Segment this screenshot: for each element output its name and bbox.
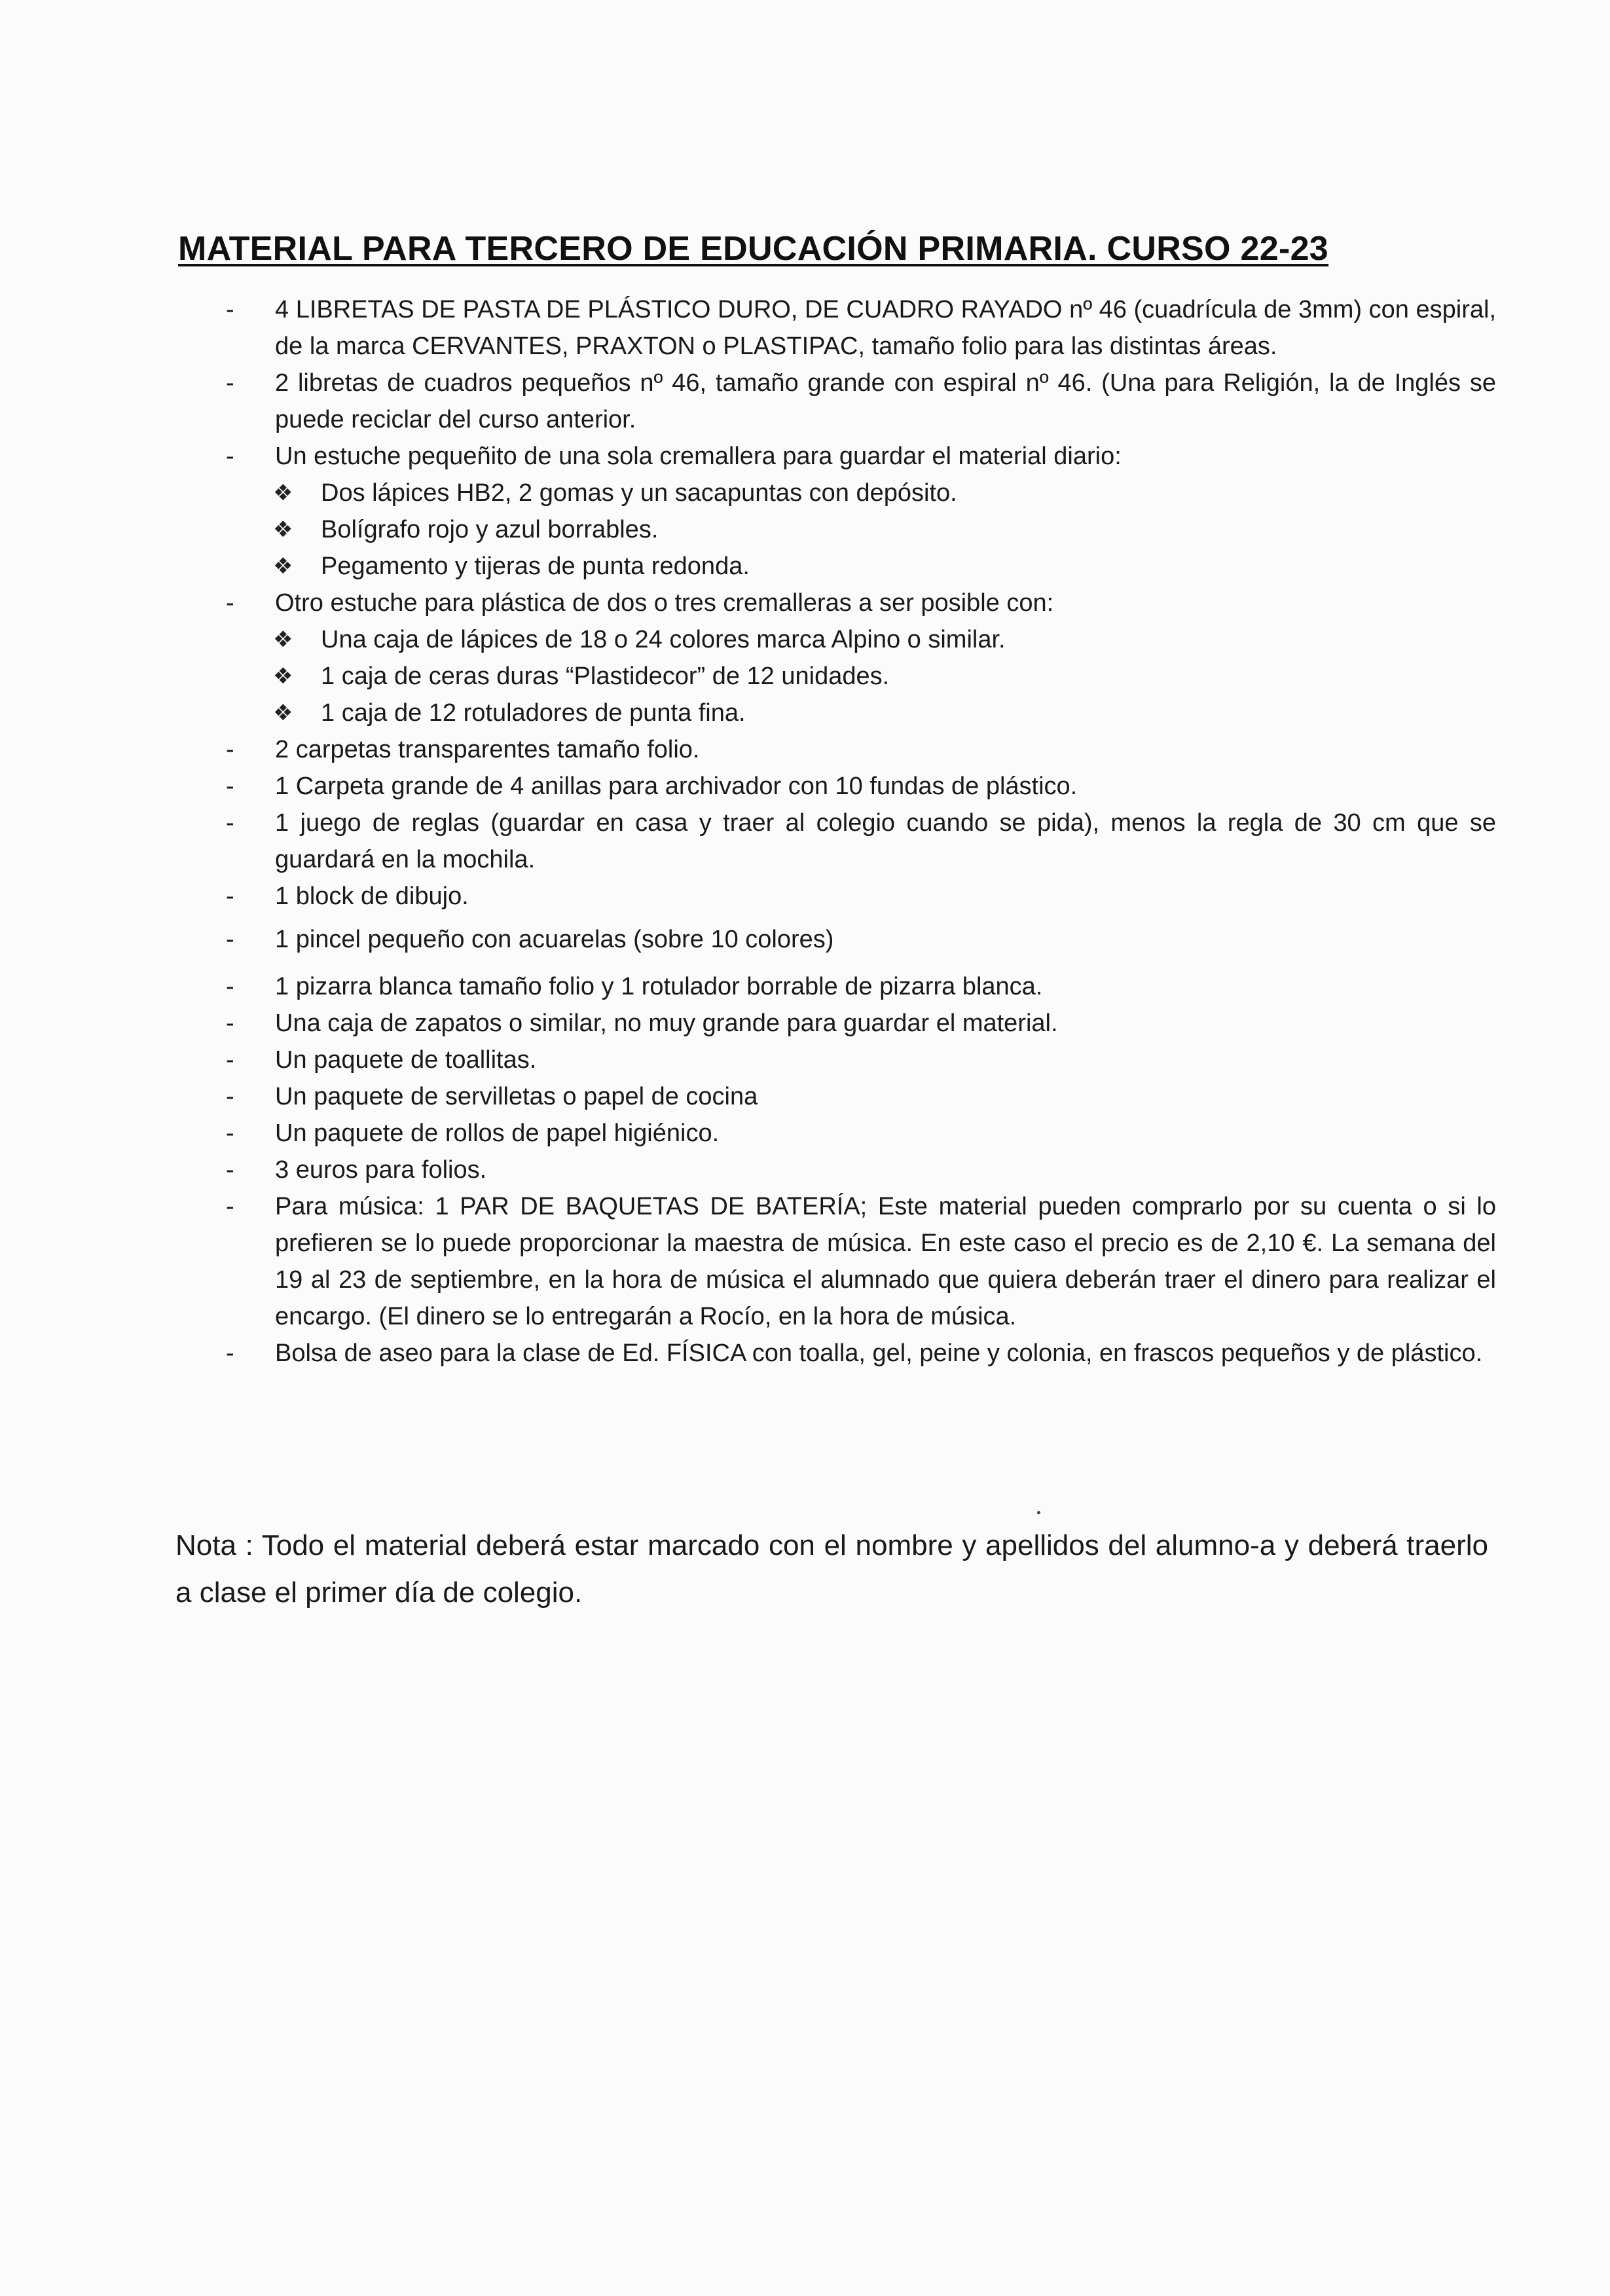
list-item [226,585,1496,621]
list-dash-bullet: - [226,1339,234,1367]
list-item-text: Un paquete de servilletas o papel de cocina [275,1083,758,1110]
note-paragraph: Nota : Todo el material deberá estar marcado con el nombre y apellidos del alumno-a y deberá traerlo a clase el primer día de colegio. [175,1529,1488,1609]
list-dash-bullet: - [226,296,234,323]
sub-list-item [226,511,1496,548]
list-item [226,968,1496,1005]
list-item-text: 1 pincel pequeño con acuarelas (sobre 10 colores) [275,926,834,953]
diamond-bullet-icon: ❖ [273,664,293,689]
sub-list-item [226,695,1496,731]
list-dash-bullet: - [226,1120,234,1147]
list-item [226,1005,1496,1042]
list-dash-bullet: - [226,1193,234,1220]
list-item [226,1115,1496,1152]
list-item-text: 1 pizarra blanca tamaño folio y 1 rotulador borrable de pizarra blanca. [275,973,1043,1000]
sub-list-item [226,475,1496,511]
list-item-text: 2 carpetas transparentes tamaño folio. [275,736,700,763]
sub-list-item-text: Pegamento y tijeras de punta redonda. [321,553,750,580]
sub-list-item-text: 1 caja de ceras duras “Plastidecor” de 12 unidades. [321,663,890,690]
list-item-text: Un paquete de rollos de papel higiénico. [275,1120,720,1147]
list-dash-bullet: - [226,1046,234,1074]
list-item-text: 2 libretas de cuadros pequeños nº 46, tamaño grande con espiral nº 46. (Una para Religión, la de Inglés se puede reciclar del curso anterior. [275,369,1496,433]
list-dash-bullet: - [226,973,234,1000]
sub-list-item [226,621,1496,658]
list-item-text: Un paquete de toallitas. [275,1046,537,1074]
list-item [226,768,1496,805]
list-dash-bullet: - [226,369,234,397]
list-item-text: 1 juego de reglas (guardar en casa y traer al colegio cuando se pida), menos la regla de 30 cm que se guardará en la mochila. [275,809,1496,873]
list-dash-bullet: - [226,443,234,470]
sub-list-item-text: 1 caja de 12 rotuladores de punta fina. [321,699,746,727]
diamond-bullet-icon: ❖ [273,517,293,542]
list-dash-bullet: - [226,589,234,617]
list-item [226,731,1496,768]
list-dash-bullet: - [226,926,234,953]
list-item [226,1078,1496,1115]
diamond-bullet-icon: ❖ [273,481,293,505]
list-dash-bullet: - [226,1010,234,1037]
list-item [226,878,1496,915]
sub-list-item-text: Dos lápices HB2, 2 gomas y un sacapuntas con depósito. [321,479,957,507]
list-item [226,1188,1496,1335]
list-item-text: Un estuche pequeñito de una sola cremallera para guardar el material diario: [275,443,1122,470]
list-item [226,921,1496,958]
list-dash-bullet: - [226,1083,234,1110]
list-item-text: 3 euros para folios. [275,1156,487,1184]
diamond-bullet-icon: ❖ [273,701,293,725]
list-dash-bullet: - [226,809,234,837]
list-item-text: 1 Carpeta grande de 4 anillas para archivador con 10 fundas de plástico. [275,773,1078,800]
sub-list-item [226,548,1496,585]
list-dash-bullet: - [226,773,234,800]
list-item [226,438,1496,475]
list-dash-bullet: - [226,883,234,910]
diamond-bullet-icon: ❖ [273,627,293,652]
list-dash-bullet: - [226,736,234,763]
list-item [226,365,1496,438]
list-item [226,291,1496,365]
list-item-text: 4 LIBRETAS DE PASTA DE PLÁSTICO DURO, DE CUADRO RAYADO nº 46 (cuadrícula de 3mm) con espiral, de la marca CERVANTES, PRAXTON o PLASTIPAC, tamaño folio para las distintas áreas. [275,296,1496,360]
list-item [226,1152,1496,1188]
list-item-text: Bolsa de aseo para la clase de Ed. FÍSICA con toalla, gel, peine y colonia, en frascos pequeños y de plástico. [275,1339,1483,1367]
sub-list-item-text: Una caja de lápices de 18 o 24 colores marca Alpino o similar. [321,626,1006,653]
sub-list-item-text: Bolígrafo rojo y azul borrables. [321,516,659,543]
list-item [226,1042,1496,1078]
list-dash-bullet: - [226,1156,234,1184]
sub-list-item [226,658,1496,695]
document-title: MATERIAL PARA TERCERO DE EDUCACIÓN PRIMARIA. CURSO 22-23 [178,230,1329,268]
list-item [226,1335,1496,1372]
list-item-text: Para música: 1 PAR DE BAQUETAS DE BATERÍA; Este material pueden comprarlo por su cuenta o si lo prefieren se lo puede proporcionar la maestra de música. En este caso el precio es de 2,10 €. La semana del 19 al 23 de septiembre, en la hora de música el alumnado que quiera deberán traer el dinero para realizar el encargo. (El dinero se lo entregarán a Rocío, en la hora de música. [275,1193,1496,1330]
list-item-text: Una caja de zapatos o similar, no muy grande para guardar el material. [275,1010,1058,1037]
scan-speck [1037,1511,1040,1514]
diamond-bullet-icon: ❖ [273,554,293,579]
list-item-text: 1 block de dibujo. [275,883,469,910]
material-list [226,291,1496,1372]
list-item-text: Otro estuche para plástica de dos o tres cremalleras a ser posible con: [275,589,1054,617]
list-item [226,805,1496,878]
